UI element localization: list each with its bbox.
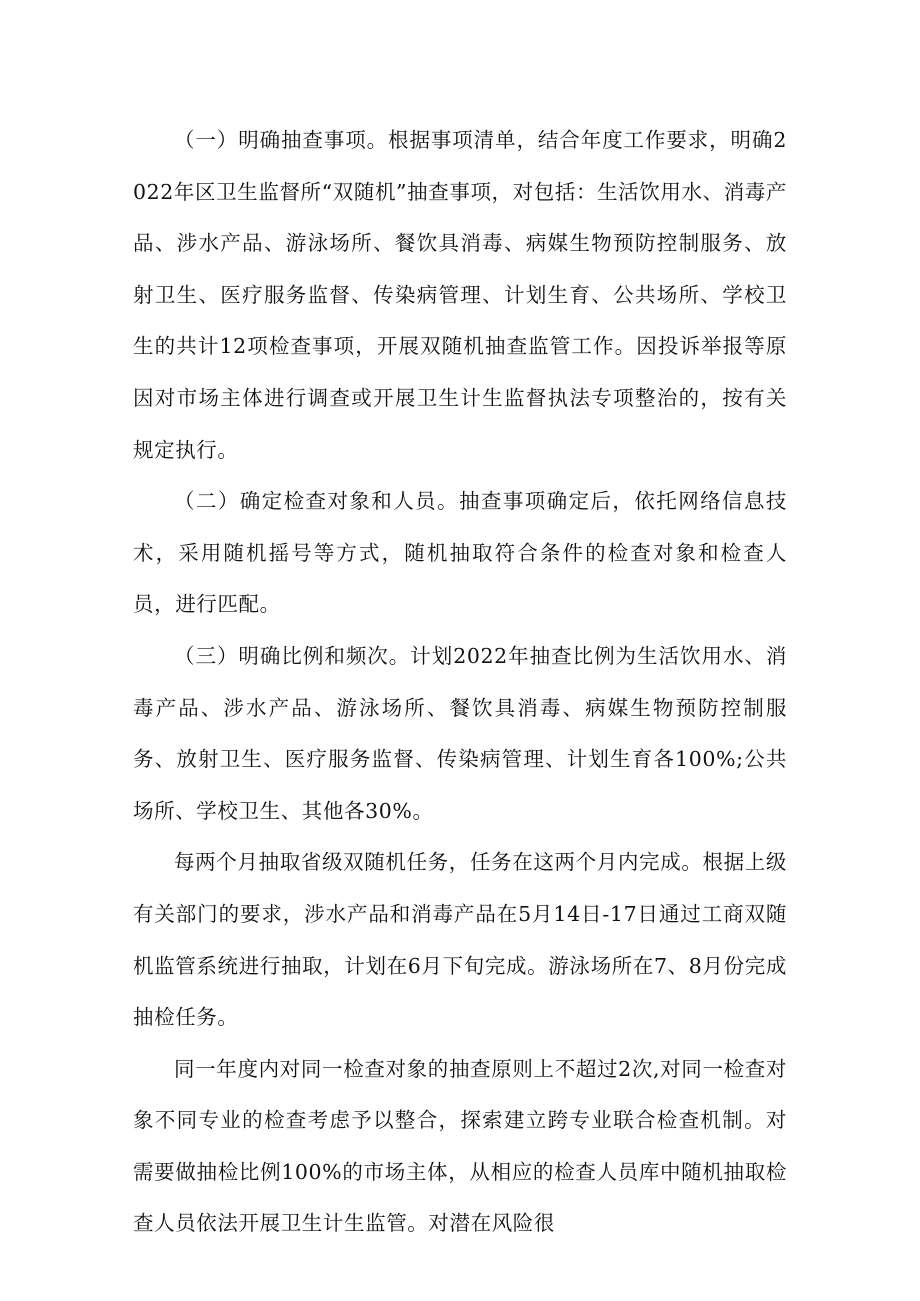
- paragraph-5-limits: 同一年度内对同一检查对象的抽查原则上不超过2次,对同一检查对象不同专业的检查考虑予以整合，探索建立跨专业联合检查机制。对需要做抽检比例100%的市场主体，从相应的检查人员库中随机抽取检查人员依法开展卫生计生监管。对潜在风险很: [133, 1056, 787, 1236]
- paragraph-1-checklist: （一）明确抽查事项。根据事项清单，结合年度工作要求，明确2022年区卫生监督所“双随机”抽查事项，对包括：生活饮用水、消毒产品、涉水产品、游泳场所、餐饮具消毒、病媒生物预防控制服务、放射卫生、医疗服务监督、传染病管理、计划生育、公共场所、学校卫生的共计12项检查事项，开展双随机抽查监管工作。因投诉举报等原因对市场主体进行调查或开展卫生计生监督执法专项整治的，按有关规定执行。: [133, 128, 787, 462]
- paragraph-4-schedule: 每两个月抽取省级双随机任务，任务在这两个月内完成。根据上级有关部门的要求，涉水产品和消毒产品在5月14日-17日通过工商双随机监管系统进行抽取，计划在6月下旬完成。游泳场所在7、8月份完成抽检任务。: [133, 850, 787, 1030]
- paragraph-3-ratio-frequency: （三）明确比例和频次。计划2022年抽查比例为生活饮用水、消毒产品、涉水产品、游泳场所、餐饮具消毒、病媒生物预防控制服务、放射卫生、医疗服务监督、传染病管理、计划生育各100%;公共场所、学校卫生、其他各30%。: [133, 643, 787, 823]
- paragraph-2-objects-personnel: （二）确定检查对象和人员。抽查事项确定后，依托网络信息技术，采用随机摇号等方式，随机抽取符合条件的检查对象和检查人员，进行匹配。: [133, 489, 787, 617]
- document-body: [133, 115, 787, 1250]
